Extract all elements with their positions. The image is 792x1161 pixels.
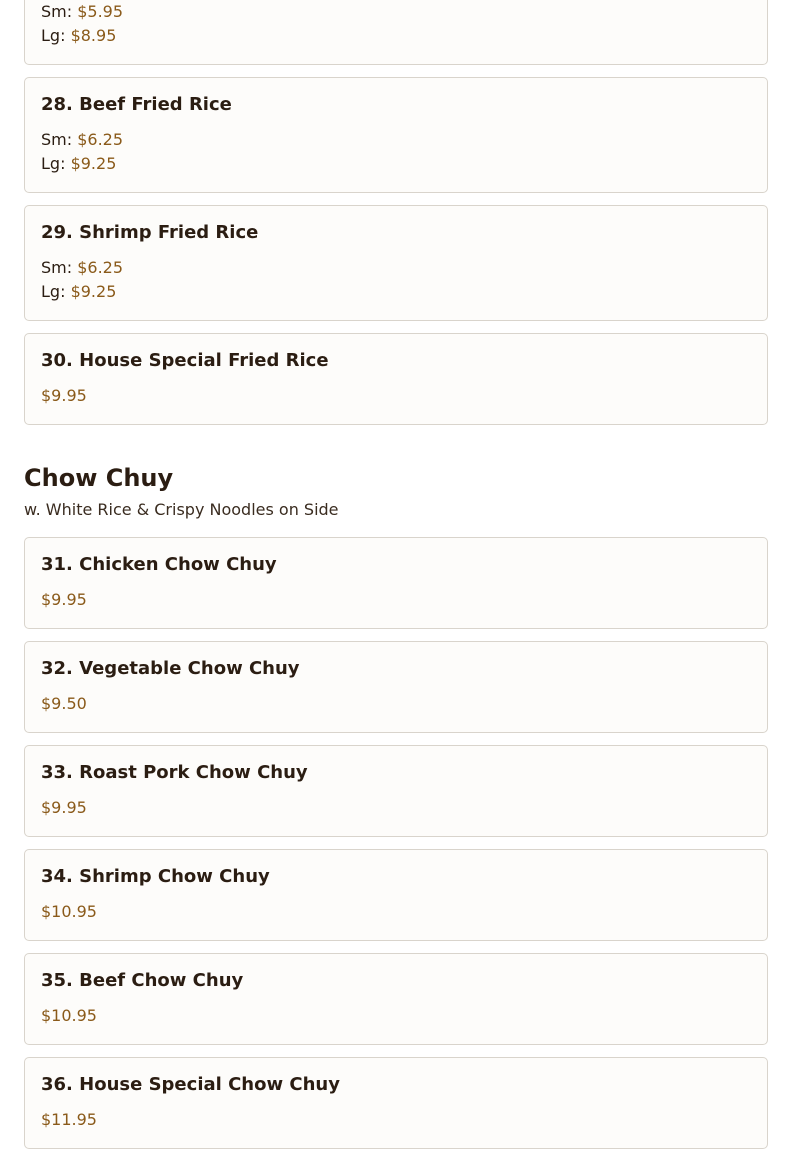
section-title: Chow Chuy — [24, 464, 174, 492]
menu-item-card[interactable] — [24, 537, 768, 629]
menu-item-title: 34. Shrimp Chow Chuy — [41, 866, 270, 887]
price-size-label: Sm: — [41, 258, 73, 277]
price-value: $9.95 — [41, 798, 87, 817]
menu-item-title: 35. Beef Chow Chuy — [41, 970, 244, 991]
price-row — [41, 152, 751, 176]
menu-item-card[interactable] — [24, 641, 768, 733]
price-row — [41, 256, 751, 280]
price-value: $9.25 — [70, 282, 117, 301]
price-size-label: Sm: — [41, 130, 73, 149]
price-value: $9.95 — [41, 386, 87, 405]
menu-item-card[interactable] — [24, 333, 768, 425]
price-size-label: Sm: — [41, 2, 73, 21]
section-subtitle: w. White Rice & Crispy Noodles on Side — [24, 500, 339, 519]
menu-item-title: 31. Chicken Chow Chuy — [41, 554, 277, 575]
menu-item-title: 36. House Special Chow Chuy — [41, 1074, 340, 1095]
menu-item-card[interactable] — [24, 1057, 768, 1149]
menu-item-card[interactable] — [24, 745, 768, 837]
price-value: $8.95 — [70, 26, 117, 45]
menu-item-card[interactable] — [24, 0, 768, 65]
menu-item-title: 29. Shrimp Fried Rice — [41, 222, 259, 243]
price-value: $9.50 — [41, 694, 87, 713]
price-row — [41, 0, 751, 24]
menu-item-title: 30. House Special Fried Rice — [41, 350, 329, 371]
menu-item-card[interactable] — [24, 953, 768, 1045]
price-size-label: Lg: — [41, 26, 66, 45]
price-value: $5.95 — [77, 2, 124, 21]
price-value: $10.95 — [41, 902, 97, 921]
price-row — [41, 128, 751, 152]
price-value: $6.25 — [77, 130, 124, 149]
price-row — [41, 796, 751, 820]
price-size-label: Lg: — [41, 282, 66, 301]
price-row — [41, 588, 751, 612]
price-value: $6.25 — [77, 258, 124, 277]
price-value: $11.95 — [41, 1110, 97, 1129]
price-value: $9.95 — [41, 590, 87, 609]
menu-section-header — [24, 437, 792, 537]
menu-item-title: 33. Roast Pork Chow Chuy — [41, 762, 308, 783]
price-row — [41, 692, 751, 716]
price-row — [41, 280, 751, 304]
menu-item-card[interactable] — [24, 849, 768, 941]
price-value: $10.95 — [41, 1006, 97, 1025]
price-row — [41, 24, 751, 48]
price-size-label: Lg: — [41, 154, 66, 173]
price-value: $9.25 — [70, 154, 117, 173]
price-row — [41, 384, 751, 408]
price-row — [41, 1108, 751, 1132]
price-row — [41, 1004, 751, 1028]
menu-item-card[interactable] — [24, 77, 768, 193]
menu-item-title: 28. Beef Fried Rice — [41, 94, 232, 115]
menu-item-card[interactable] — [24, 205, 768, 321]
price-row — [41, 900, 751, 924]
menu-item-title: 32. Vegetable Chow Chuy — [41, 658, 300, 679]
